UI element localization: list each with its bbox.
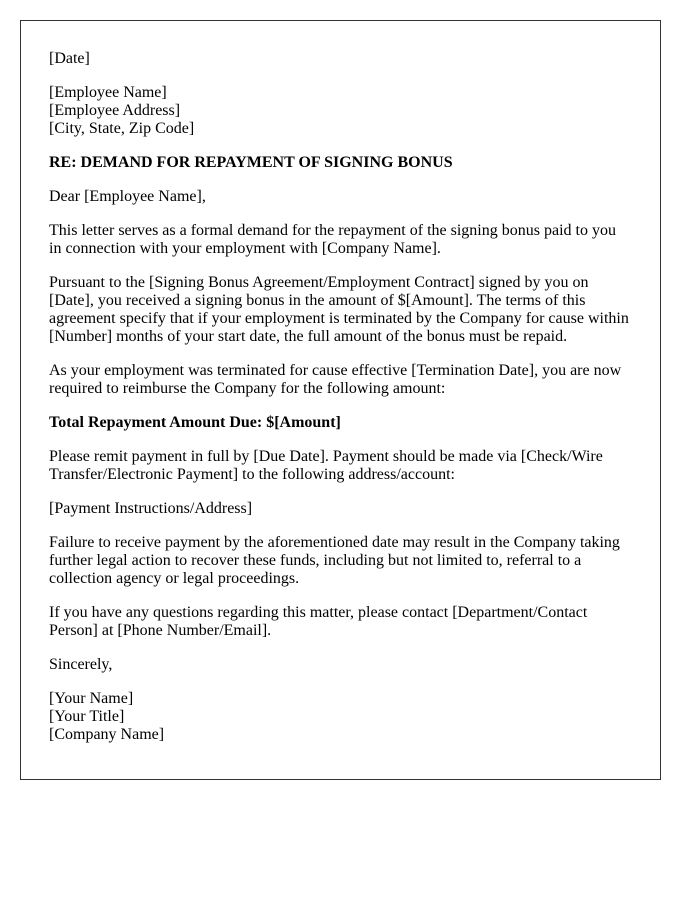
- paragraph-contact: If you have any questions regarding this matter, please contact [Department/Contact Person] at [Phone Number/Email].: [49, 604, 588, 639]
- recipient-address-block: [49, 84, 632, 138]
- signer-company: [Company Name]: [49, 726, 165, 743]
- total-amount-due: Total Repayment Amount Due: $[Amount]: [49, 414, 341, 431]
- letter-date: [Date]: [49, 50, 90, 67]
- payment-instructions: [Payment Instructions/Address]: [49, 500, 253, 517]
- letter-document: [20, 20, 661, 780]
- paragraph-termination: As your employment was terminated for cause effective [Termination Date], you are now required to reimburse the Company for the following amount:: [49, 362, 622, 397]
- letter-subject: RE: DEMAND FOR REPAYMENT OF SIGNING BONUS: [49, 154, 453, 171]
- closing: Sincerely,: [49, 656, 113, 673]
- signature-block: [49, 690, 632, 744]
- recipient-address: [Employee Address]: [49, 102, 181, 119]
- paragraph-terms: Pursuant to the [Signing Bonus Agreement/Employment Contract] signed by you on [Date], you received a signing bonus in the amount of $[Amount]. The terms of this agreement specify that if your employment is terminated by the Company for cause within [Number] months of your start date, the full amount of the bonus must be repaid.: [49, 274, 629, 345]
- salutation: Dear [Employee Name],: [49, 188, 206, 205]
- signer-name: [Your Name]: [49, 690, 134, 707]
- paragraph-consequences: Failure to receive payment by the aforementioned date may result in the Company taking further legal action to recover these funds, including but not limited to, referral to a collection agency or legal proceedings.: [49, 534, 620, 587]
- paragraph-payment: Please remit payment in full by [Due Date]. Payment should be made via [Check/Wire Transfer/Electronic Payment] to the following address/account:: [49, 448, 603, 483]
- recipient-name: [Employee Name]: [49, 84, 167, 101]
- recipient-city-state-zip: [City, State, Zip Code]: [49, 120, 195, 137]
- paragraph-intro: This letter serves as a formal demand for the repayment of the signing bonus paid to you in connection with your employment with [Company Name].: [49, 222, 616, 257]
- signer-title: [Your Title]: [49, 708, 125, 725]
